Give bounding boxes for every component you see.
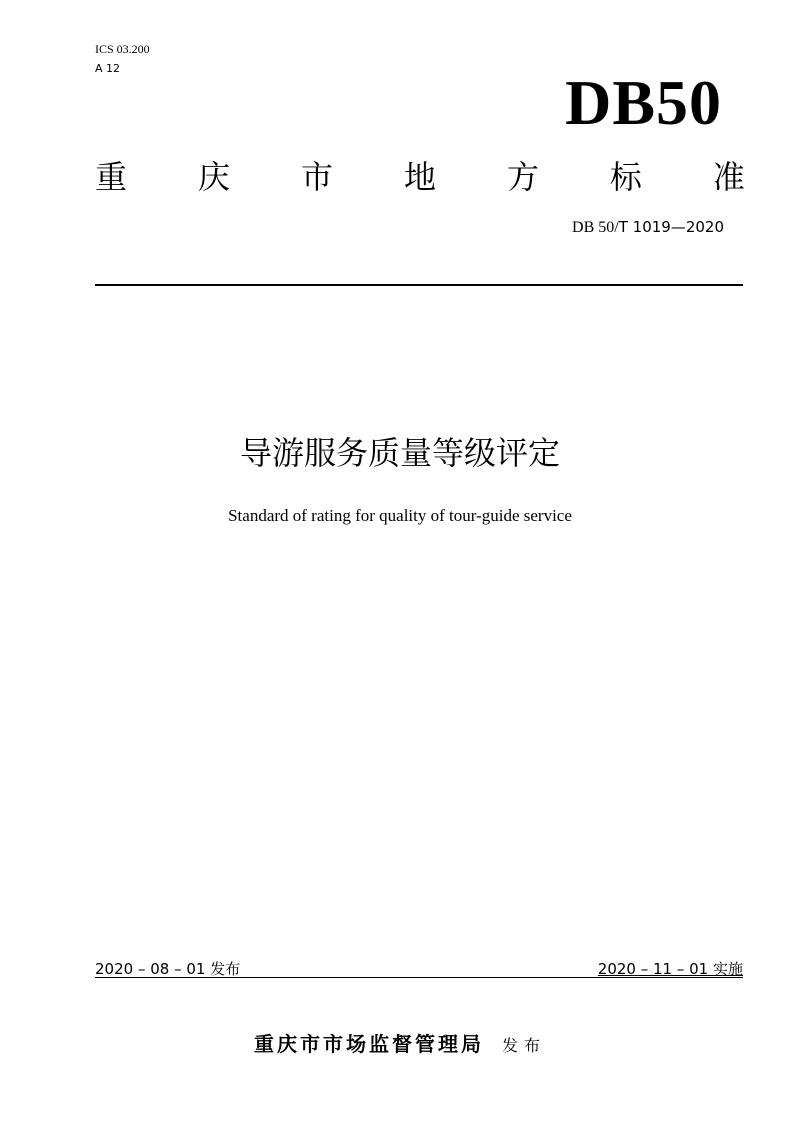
standard-type-char: 庆 — [197, 158, 230, 196]
standard-number — [572, 218, 724, 237]
standard-type-char: 市 — [300, 158, 333, 196]
ics-code: ICS 03.200 — [95, 42, 150, 56]
header-divider — [95, 284, 743, 286]
standard-type-char: 标 — [609, 158, 642, 196]
publisher-row — [0, 1030, 800, 1060]
standard-type-char: 地 — [403, 158, 436, 196]
document-title-zh: 导游服务质量等级评定 — [239, 434, 560, 472]
standard-number-rest: T 1019—2020 — [618, 218, 724, 236]
implementation-date: 2020 – 11 – 01 实施 — [597, 960, 743, 978]
standard-type-char: 方 — [506, 158, 539, 196]
classification-code: A 12 — [95, 62, 121, 75]
publisher-name: 重庆市市场监督管理局 — [253, 1032, 484, 1056]
issue-date: 2020 – 08 – 01 发布 — [95, 960, 241, 978]
date-divider — [95, 977, 743, 978]
standard-type-char: 准 — [712, 158, 745, 196]
db-code-logo: DB50 — [565, 67, 722, 138]
publish-label: 发布 — [501, 1036, 546, 1055]
standard-type-heading — [95, 155, 745, 199]
standard-type-char: 重 — [95, 158, 128, 196]
document-title-en: Standard of rating for quality of tour-guide service — [228, 506, 572, 525]
standard-number-prefix: DB 50/ — [572, 219, 619, 236]
